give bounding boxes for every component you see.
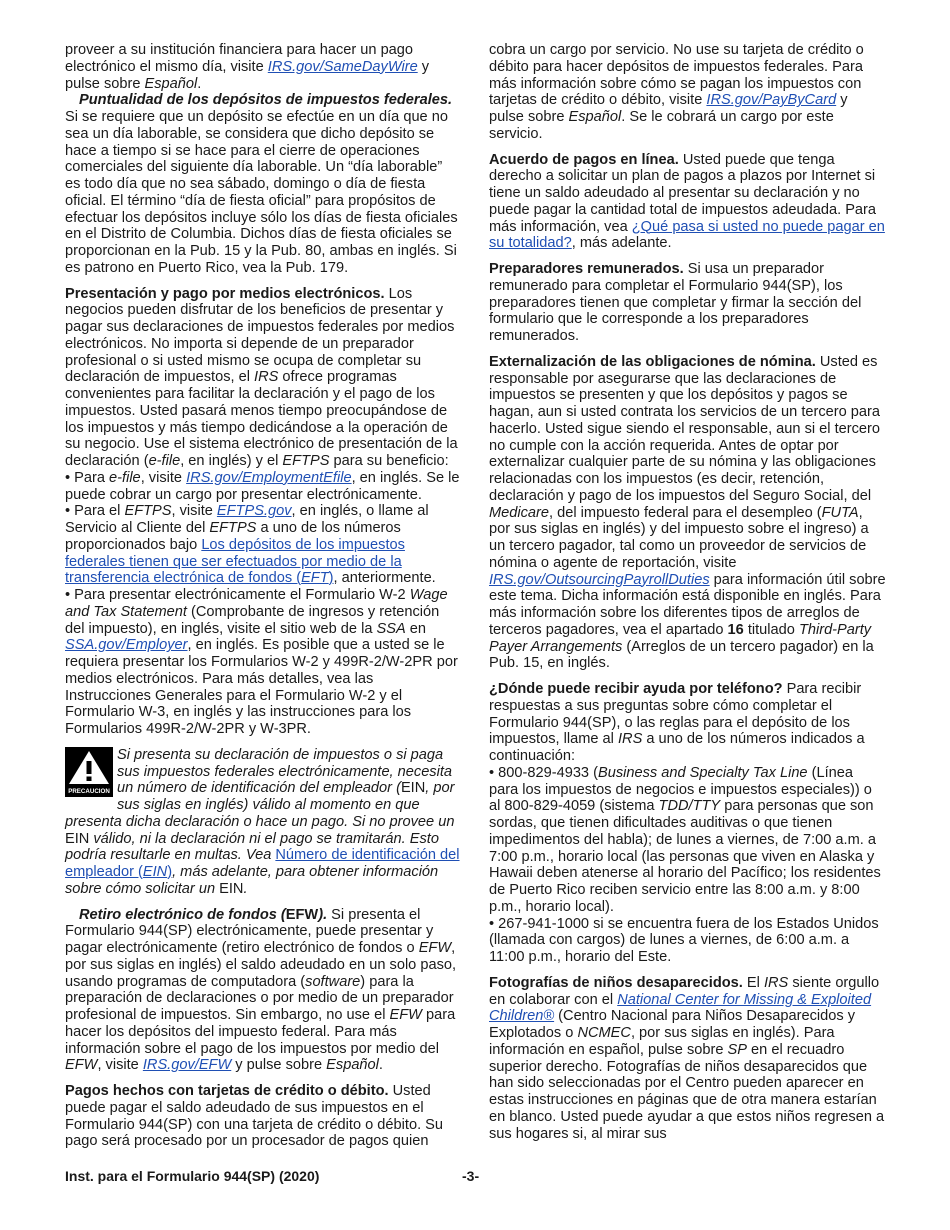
paragraph-efw: Retiro electrónico de fondos (EFW). Si presenta el Formulario 944(SP) electrónicamente, puede presentar y pagar electrónicamente (retiro electrónico de fondos o EFW, por sus siglas en inglés) el saldo adeudado en un solo paso, usando programas de computadora (software) para la preparación de declaraciones o por medio de un preparador profesional de impuestos. Sin embargo, no use el EFW para hacer los depósitos del impuesto federal. Para más información sobre el pago de los impuestos por medio del EFW, visite IRS.gov/EFW y pulse sobre Español. <box>65 906 457 1074</box>
link-employment-efile[interactable]: IRS.gov/EmploymentEfile <box>186 469 352 486</box>
paragraph-electronic-filing: Presentación y pago por medios electrónicos. Los negocios pueden disfrutar de los beneficios de presentar y pagar sus declaraciones de impuestos federales por medios electrónicos. No importa si depende de un preparador profesional o si usted mismo se ocupa de completar su declaración de impuestos, el IRS ofrece programas convenientes para facilitar la declaración y el pago de los impuestos. Usted pasará menos tiempo preocupándose de los impuestos y más tiempo dedicándose a la operación de su negocio. Use el sistema electrónico de presentación de la declaración (e-file, en inglés) y el EFTPS para su beneficio: <box>65 285 458 469</box>
link-irs-efw[interactable]: IRS.gov/EFW <box>142 1057 232 1074</box>
heading-paid-preparers: Preparadores remunerados. <box>489 261 684 277</box>
bullet-eftps: • Para el EFTPS, visite EFTPS.gov, en inglés, o llame al Servicio al Cliente del EFTPS a uno de los números proporcionados bajo Los depósitos de los impuestos federales tienen que ser efectuados por medio de la transferencia electrónica de fondos (EFT), anteriormente. <box>65 503 436 587</box>
paragraph-card-payments: Pagos hechos con tarjetas de crédito o débito. Usted puede pagar el saldo adeudado de sus impuestos en el Formulario 944(SP) con una tarjeta de crédito o débito. Su pago será procesado por un procesador de pagos quien <box>65 1083 444 1150</box>
caution-icon <box>65 747 117 799</box>
link-same-day-wire[interactable]: IRS.gov/SameDayWire <box>267 58 418 75</box>
bullet-w2: • Para presentar electrónicamente el Formulario W-2 Wage and Tax Statement (Comprobante de ingresos y retención del impuesto), en inglés, visite el sitio web de la SSA en SSA.gov/Employer, en inglés. Es posible que a usted se le requiera presentar los Formularios W-2 y 499R-2/W-2PR por medios electrónicos. Para más detalles, vea las Instrucciones Generales para el Formulario W-2 y el Formulario W-3, en inglés y las instrucciones para los Formularios 499R-2/W-2PR y W-3PR. <box>65 587 458 737</box>
paragraph-missing-children: Fotografías de niños desaparecidos. El IRS siente orgullo en colaborar con el National Center for Missing & Exploited Children® (Centro Nacional para Niños Desaparecidos y Explotados o NCMEC, por sus siglas en inglés). Para información en español, pulse sobre SP en el recuadro superior derecho. Fotografías de niños desaparecidos que han sido seleccionadas por el Centro pueden aparecer en estas instrucciones en páginas que de otra manera estarían en blanco. Usted puede ayudar a que estos niños regresen a sus hogares si, al mirar sus <box>489 974 885 1142</box>
bullet-phone-international: • 267-941-1000 si se encuentra fuera de los Estados Unidos (llamada con cargos) de lunes a viernes, de 6:00 a.m. a 11:00 p.m., horario del Este. <box>489 915 879 965</box>
caution-text: Si presenta su declaración de impuestos o si paga sus impuestos federales electrónicamente, necesita un número de identificación del empleador (EIN, por sus siglas en inglés) válido al momento en que presenta dicha declaración o hace un pago. Si no provee un EIN válido, ni la declaración ni el pago se tramitarán. Esto podría resultarle en multas. Vea Número de identificación del empleador (EIN), más adelante, para obtener información sobre cómo solicitar un EIN. <box>65 746 460 897</box>
heading-phone-help: ¿Dónde puede recibir ayuda por teléfono? <box>489 681 783 697</box>
paragraph-online-payment-agreement: Acuerdo de pagos en línea. Usted puede que tenga derecho a solicitar un plan de pagos a plazos por Internet si tiene un saldo adeudado al presentar su declaración y no puede pagar la cantidad total de impuestos adeudada. Para más información, vea ¿Qué pasa si usted no puede pagar en su totalidad?, más adelante. <box>489 151 885 252</box>
paragraph-paid-preparers: Preparadores remunerados. Si usa un preparador remunerado para completar el Formulario 944(SP), los preparadores tienen que completar y firmar la sección del formulario que le corresponde a los preparadores remunerados. <box>489 261 862 344</box>
heading-missing-children: Fotografías de niños desaparecidos. <box>489 974 743 991</box>
link-ssa-employer[interactable]: SSA.gov/Employer <box>65 637 188 654</box>
paragraph-same-day-wire: proveer a su institución financiera para hacer un pago electrónico el mismo día, visite IRS.gov/SameDayWire y pulse sobre Español. <box>65 42 430 92</box>
link-ncmec[interactable]: National Center for Missing & Exploited Children® <box>489 991 872 1025</box>
link-ein[interactable]: Número de identificación del empleador (EIN) <box>65 847 460 880</box>
heading-card-payments: Pagos hechos con tarjetas de crédito o débito. <box>65 1083 389 1099</box>
caution-box <box>65 747 460 898</box>
link-eft-deposits[interactable]: Los depósitos de los impuestos federales tienen que ser efectuados por medio de la transferencia electrónica de fondos (EFT) <box>65 536 405 587</box>
right-column <box>489 42 886 1142</box>
paragraph-card-continued: cobra un cargo por servicio. No use su tarjeta de crédito o débito para hacer depósitos de impuestos federales. Para más información sobre cómo se pagan los impuestos con tarjetas de crédito o débito, visite IRS.gov/PayByCard y pulse sobre Español. Se le cobrará un cargo por este servicio. <box>489 42 864 142</box>
heading-deposit-timeliness: Puntualidad de los depósitos de impuestos federales. <box>79 92 453 109</box>
paragraph-payroll-outsourcing: Externalización de las obligaciones de nómina. Usted es responsable por asegurarse que las declaraciones de impuestos se presenten y que los depósitos y pagos se hagan, aun si usted contrata los servicios de un tercero para hacerlo. Usted sigue siendo el responsable, aun si el tercero no cumple con la acción requerida. Antes de optar por externalizar cualquier parte de su nómina y las obligaciones relacionadas con los impuestos (es decir, retención, declaración y pago de los impuestos del Seguro Social, del Medicare, del impuesto federal para el desempleo (FUTA, por sus siglas en inglés) y del impuesto sobre el ingreso) a un tercero pagador, tal como un proveedor de servicios de nómina o agente de reportación, visite IRS.gov/OutsourcingPayrollDuties para información útil sobre este tema. Dicha información está disponible en inglés. Para más información sobre los diferentes tipos de arreglos de terceros pagadores, vea el apartado 16 titulado Third-Party Payer Arrangements (Arreglos de un tercero pagador) en la Pub. 15, en inglés. <box>489 353 886 672</box>
link-pay-by-card[interactable]: IRS.gov/PayByCard <box>706 92 837 109</box>
heading-electronic-filing: Presentación y pago por medios electrónicos. <box>65 285 385 302</box>
paragraph-phone-help: ¿Dónde puede recibir ayuda por teléfono? Para recibir respuestas a sus preguntas sobre cómo completar el Formulario 944(SP), o las reglas para el depósito de los impuestos, llame al IRS a uno de los números indicados a continuación: <box>489 681 865 764</box>
footer-form-title: Inst. para el Formulario 944(SP) (2020) <box>65 1168 320 1184</box>
link-cannot-pay-in-full[interactable]: ¿Qué pasa si usted no puede pagar en su totalidad? <box>489 218 885 252</box>
link-outsourcing-payroll[interactable]: IRS.gov/OutsourcingPayrollDuties <box>489 571 710 588</box>
heading-efw: Retiro electrónico de fondos ( <box>79 906 286 923</box>
caution-icon-label: PRECAUCION <box>68 787 110 795</box>
left-column <box>65 42 460 1150</box>
heading-payroll-outsourcing: Externalización de las obligaciones de nómina. <box>489 353 816 370</box>
bullet-efile: • Para e-file, visite IRS.gov/EmploymentEfile, en inglés. Se le puede cobrar un cargo por presentar electrónicamente. <box>65 469 460 503</box>
paragraph-deposit-timeliness: Puntualidad de los depósitos de impuestos federales. Si se requiere que un depósito se efectúe en un día que no sea un día laborable, se considera que dicho depósito se hace a tiempo si se hace para el cierre de operaciones comerciales del siguiente día laborable. Un “día laborable” es todo día que no sea sábado, domingo o día de fiesta oficial. El término “día de fiesta oficial” para propósitos de efectuar los depósitos incluye sólo los días de fiesta oficiales en el Distrito de Columbia. Dichos días de fiesta oficiales se proporcionan en la Pub. 15 y la Pub. 80, ambas en inglés. Si es patrono en Puerto Rico, vea la Pub. 179. <box>65 92 458 276</box>
page-number: -3- <box>462 1168 480 1184</box>
bullet-phone-business: • 800-829-4933 (Business and Specialty Tax Line (Línea para los impuestos de negocios e impuestos especiales)) o al 800-829-4059 (sistema TDD/TTY para personas que son sordas, que tienen dificultades auditivas o que tienen impedimentos del habla); de lunes a viernes, de 7:00 a.m. a 7:00 p.m., horario local (las personas que viven en Alaska y Hawaii deben atenerse al horario del Pacífico; los residentes de Puerto Rico reciben servicio entre las 8:00 a.m. y 8:00 p.m., horario local). <box>489 764 881 915</box>
link-eftps[interactable]: EFTPS.gov <box>216 503 292 520</box>
heading-online-payment-agreement: Acuerdo de pagos en línea. <box>489 151 679 168</box>
